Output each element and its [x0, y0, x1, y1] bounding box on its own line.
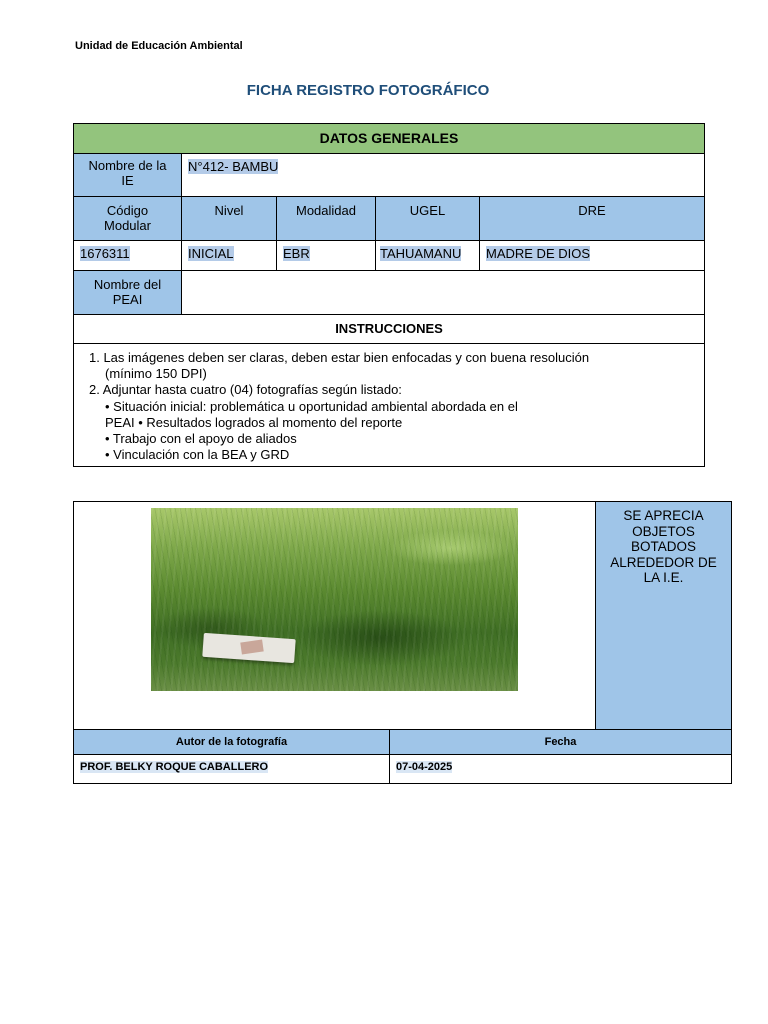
modalidad-value-cell [277, 241, 376, 271]
instruccion-line: • Trabajo con el apoyo de aliados [105, 431, 297, 447]
date-label-cell [390, 730, 731, 755]
datos-generales-table [73, 123, 705, 467]
peai-label-cell [74, 271, 182, 315]
nombre-ie-value-cell [182, 154, 704, 197]
datos-generales-header [74, 124, 704, 154]
codigo-modular-label: Código Modular [104, 203, 151, 233]
date-label: Fecha [544, 736, 577, 748]
author-value-cell [74, 755, 390, 783]
datos-generales-title: DATOS GENERALES [319, 130, 459, 146]
dre-value: MADRE DE DIOS [486, 246, 591, 261]
modalidad-header [277, 197, 376, 241]
photo-description: SE APRECIA OBJETOS BOTADOS ALREDEDOR DE LA I.E. [610, 508, 717, 586]
instruccion-line: (mínimo 150 DPI) [105, 366, 207, 382]
modalidad-value: EBR [283, 246, 310, 261]
document-title: FICHA REGISTRO FOTOGRÁFICO [246, 82, 490, 99]
ugel-value: TAHUAMANU [380, 246, 462, 261]
modalidad-label: Modalidad [296, 203, 356, 218]
instrucciones-title: INSTRUCCIONES [335, 321, 443, 336]
grass-photo [151, 508, 518, 691]
author-value: PROF. BELKY ROQUE CABALLERO [80, 761, 269, 773]
instruccion-line: 2. Adjuntar hasta cuatro (04) fotografías según listado: [89, 382, 402, 398]
nombre-ie-value: N°412- BAMBU [188, 159, 279, 174]
instruccion-line: 1. Las imágenes deben ser claras, deben estar bien enfocadas y con buena resolución [89, 350, 590, 365]
peai-value-cell [182, 271, 704, 315]
codigo-modular-value-cell [74, 241, 182, 271]
dre-header [480, 197, 704, 241]
instruccion-line: • Vinculación con la BEA y GRD [105, 447, 290, 463]
codigo-modular-header [74, 197, 182, 241]
description-cell [596, 502, 731, 730]
date-value: 07-04-2025 [396, 761, 453, 773]
unit-header: Unidad de Educación Ambiental [75, 40, 243, 52]
peai-label: Nombre del PEAI [93, 277, 162, 307]
dre-value-cell [480, 241, 704, 271]
grass-texture [151, 508, 518, 691]
ugel-value-cell [376, 241, 480, 271]
instrucciones-header [74, 315, 704, 344]
nivel-value-cell [182, 241, 277, 271]
ugel-header [376, 197, 480, 241]
dre-label: DRE [578, 203, 606, 218]
ugel-label: UGEL [409, 203, 446, 218]
instruccion-line: PEAI • Resultados logrados al momento del reporte [105, 414, 403, 430]
instrucciones-list [89, 350, 699, 463]
instruccion-line: • Situación inicial: problemática u oportunidad ambiental abordada en el [105, 398, 518, 414]
nivel-value: INICIAL [188, 246, 234, 261]
nombre-ie-label: Nombre de la IE [88, 158, 167, 188]
author-label: Autor de la fotografía [175, 736, 288, 748]
author-label-cell [74, 730, 390, 755]
nivel-label: Nivel [214, 203, 244, 218]
nombre-ie-label-cell [74, 154, 182, 197]
codigo-modular-value: 1676311 [80, 246, 130, 261]
date-value-cell [390, 755, 731, 783]
nivel-header [182, 197, 277, 241]
